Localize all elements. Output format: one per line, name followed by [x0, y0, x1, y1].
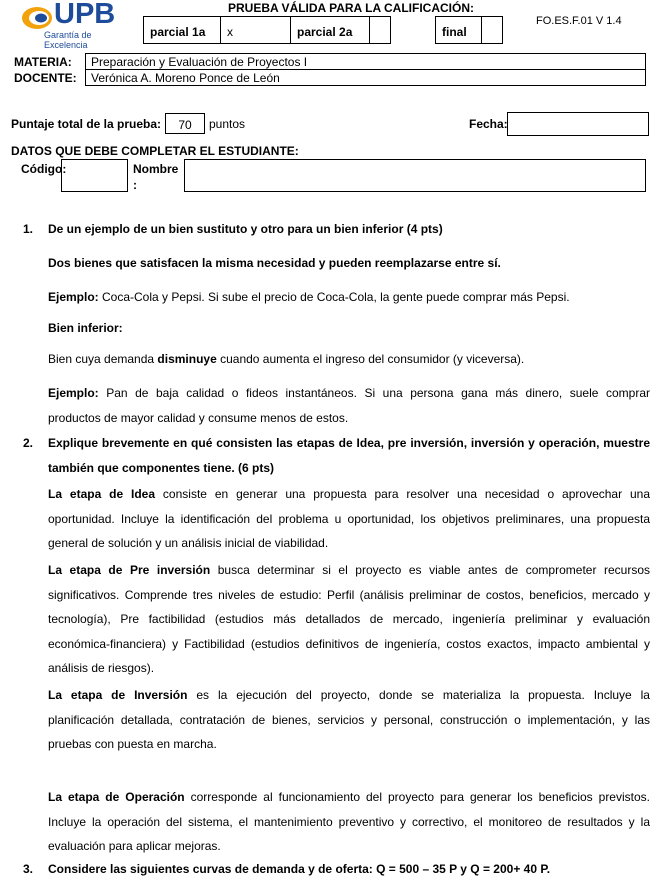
question-3-title: Considere las siguientes curvas de demanda y de oferta: Q = 500 – 35 P y Q = 200+ 40 P.	[48, 862, 551, 876]
nombre-field[interactable]	[184, 159, 646, 192]
q1-inferior-definition	[48, 352, 524, 366]
q1-sustituto-example	[48, 290, 570, 304]
q2-pre-line2: significativos. Comprende tres niveles de estudio: Perfil (análisis preliminar de costos, beneficios, mercado y	[48, 587, 650, 602]
q2-idea-line3: general de solución y un análisis inicial de viabilidad.	[48, 536, 329, 551]
question-1-title: De un ejemplo de un bien sustituto y otro para un bien inferior (4 pts)	[48, 222, 443, 236]
nombre-colon: :	[133, 178, 137, 192]
q2-op-line1: corresponde al funcionamiento del proyecto para generar los beneficios previstos.	[184, 790, 650, 804]
document-code: FO.ES.F.01 V 1.4	[536, 15, 622, 27]
q2-inv-line2: planificación detallada, contratación de bienes, servicios y personal, construcción o implementación, y las	[48, 712, 650, 727]
q2-pre-line5: análisis de riesgos).	[48, 661, 155, 676]
q1-inferior-label: Bien inferior:	[48, 321, 123, 335]
q1-inferior-def-a: Bien cuya demanda	[48, 352, 158, 366]
upb-logo	[20, 0, 130, 50]
course-info-divider	[86, 69, 645, 70]
q2-idea-label: La etapa de Idea	[48, 487, 156, 501]
q1-inferior-def-bold: disminuye	[157, 352, 217, 366]
q2-title-line1: Explique brevemente en qué consisten las etapas de Idea, pre inversión, inversión y operación, muestre	[48, 436, 650, 450]
course-info-box	[85, 53, 646, 86]
q1-inferior-example-line1: Pan de baja calidad o fideos instantáneos. Si una persona gana más dinero, suele comprar	[98, 386, 650, 400]
q1-ejemplo-label: Ejemplo:	[48, 290, 99, 304]
question-1-number: 1.	[23, 222, 34, 236]
q2-inv-line3: pruebas con puesta en marcha.	[48, 737, 217, 752]
score-label: Puntaje total de la prueba:	[11, 117, 162, 131]
exam-validity-title: PRUEBA VÁLIDA PARA LA CALIFICACIÓN:	[228, 1, 474, 15]
q2-inv-line1: es la ejecución del proyecto, donde se materializa la propuesta. Incluye la	[187, 688, 650, 702]
score-value: 70	[178, 118, 192, 132]
q2-inv-label: La etapa de Inversión	[48, 688, 188, 702]
cell-parcial-1a: parcial 1a	[143, 16, 221, 44]
q1-sustituto-definition: Dos bienes que satisfacen la misma necesidad y pueden reemplazarse entre sí.	[48, 256, 501, 270]
q2-inversion-paragraph	[48, 683, 650, 757]
materia-label: MATERIA:	[14, 55, 72, 69]
q2-pre-line1: busca determinar si el proyecto es viable antes de comprometer recursos	[210, 563, 651, 577]
q1-sustituto-example-text: Coca-Cola y Pepsi. Si sube el precio de Coca-Cola, la gente puede comprar más Pepsi.	[98, 290, 570, 304]
cell-final-mark	[481, 16, 503, 44]
codigo-field[interactable]	[61, 159, 128, 192]
materia-value: Preparación y Evaluación de Proyectos I	[91, 55, 308, 69]
q2-op-line2: Incluye la operación del sistema, el mantenimiento preventivo y correctivo, el monitoreo de resultados y la	[48, 814, 650, 829]
q2-op-line3: evaluación para aplicar mejoras.	[48, 839, 221, 854]
score-unit: puntos	[209, 117, 246, 131]
question-2-number: 2.	[23, 436, 34, 450]
nombre-label: Nombre	[133, 162, 179, 176]
q1-inferior-def-b: cuando aumenta el ingreso del consumidor (y viceversa).	[216, 352, 525, 366]
score-box	[165, 113, 205, 134]
q2-idea-line2: oportunidad. Incluye la identificación del problema u oportunidad, los objetivos preliminares, una propuesta	[48, 511, 650, 526]
q1-inferior-example-line2: productos de mayor calidad y consume menos de estos.	[48, 410, 349, 425]
question-3-number: 3.	[23, 862, 34, 876]
logo-text: UPB	[54, 0, 116, 30]
q1-ejemplo-label-2: Ejemplo:	[48, 386, 99, 400]
cell-final: final	[435, 16, 482, 44]
q1-inferior-example	[48, 381, 650, 430]
q2-preinversion-paragraph	[48, 558, 650, 681]
cell-parcial-1a-mark: x	[220, 16, 291, 44]
cell-parcial-2a-mark	[369, 16, 391, 44]
upb-logo-emblem-icon	[20, 4, 54, 32]
q2-op-label: La etapa de Operación	[48, 790, 185, 804]
q2-title-line2: también que componentes tiene. (6 pts)	[48, 460, 275, 475]
q2-idea-line1: consiste en generar una propuesta para resolver una necesidad o aprovechar una	[155, 487, 651, 501]
q2-idea-paragraph	[48, 482, 650, 556]
fecha-field[interactable]	[507, 112, 649, 136]
docente-value: Verónica A. Moreno Ponce de León	[91, 71, 280, 85]
q2-pre-label: La etapa de Pre inversión	[48, 563, 211, 577]
q2-pre-line3: tecnología), Pre factibilidad (estudios más detallados de mercado, ingeniería preliminar y evaluación	[48, 612, 650, 627]
student-section-title: DATOS QUE DEBE COMPLETAR EL ESTUDIANTE:	[11, 144, 299, 158]
fecha-label: Fecha:	[469, 117, 508, 131]
q2-pre-line4: económica-financiera) y Factibilidad (estudios definitivos de ingeniería, costos exactos, impacto ambiental y	[48, 636, 650, 651]
docente-label: DOCENTE:	[14, 71, 77, 85]
q2-operacion-paragraph	[48, 785, 650, 859]
logo-tagline: Garantía de Excelencia	[44, 30, 92, 50]
cell-parcial-2a: parcial 2a	[290, 16, 370, 44]
codigo-label: Código:	[21, 162, 67, 176]
question-2-title	[48, 431, 650, 480]
